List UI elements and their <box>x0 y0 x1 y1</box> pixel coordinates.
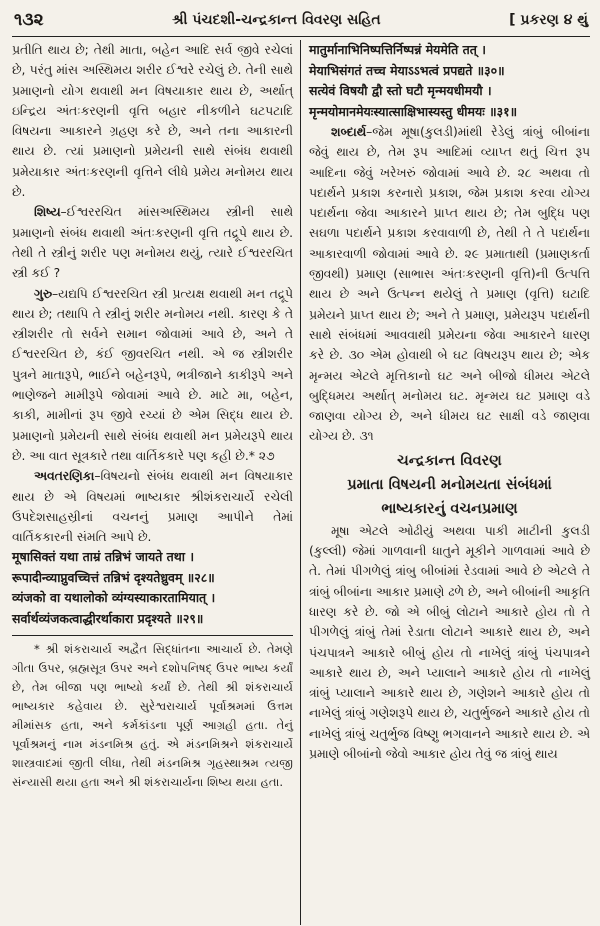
chapter-label: [ પ્રકરણ ૪ થું <box>509 12 588 28</box>
left-paragraph-4 <box>12 466 293 547</box>
verse-line: मातुर्मानाभिनिष्पत्तिर्निष्पन्नं मेयमेति तत् । <box>309 42 486 57</box>
page-number: ૧૩૨ <box>14 10 44 30</box>
verse-line: मेयाभिसंगतं तच्च मेयाऽऽभत्वं प्रपद्यते ॥३०॥ <box>309 62 505 78</box>
footnote <box>12 640 293 791</box>
footnote-text: * શ્રી શંકરાચાર્ય અદ્વૈત સિદ્ધાંતના આચાર્ય છે. તેમણે ગીતા ઉપર, બ્રહ્મસૂત્ર ઉપર અને દશોપનિષદ્ ઉપર ભાષ્ય કર્યાં છે, તેમ બીજા પણ ભાષ્યો કર્યાં છે. તેથી શ્રી શંકરાચાર્ય ભાષ્યકાર કહેવાય છે. સુરેશ્વરાચાર્ય પૂર્વાશ્રમમાં ઉત્તમ મીમાંસક હતા, અને કર્મકાંડના પૂર્ણ આગ્રહી હતા. તેનું પૂર્વાશ્રમનું નામ મંડનમિશ્ર હતું. એ મંડનમિશ્રને શંકરાચાર્યે શાસ્ત્રવાદમાં જીતી લીધા, તેથી મંડનમિશ્ર ગૃહસ્થાશ્રમ ત્યજી સંન્યાસી થયા હતા અને શ્રી શંકરાચાર્યના શિષ્ય થયા હતા. <box>12 642 293 789</box>
verse-line: मृन्मयोमानमेयःस्यात्साक्षिभास्यस्तु धीमयः ॥३१॥ <box>309 103 518 119</box>
section-heading: ચન્દ્રકાન્ત વિવરણ <box>397 452 502 469</box>
shabdartha-text: –જેમ મૂષા(કુલડી)માંથી રેડેલું ત્રાંબું બીબાંના જેવું થાય છે, તેમ રૂપ આદિમાં વ્યાપ્ત થતું ચિત્ત રૂપ આદિના જેવું ખરેખરું જોવામાં આવે છે. ૨૮ અથવા તો પદાર્થને પ્રકાશ કરનારો પ્રકાશ, જેમ પ્રકાશ કરવા યોગ્ય પદાર્થના જેવા આકારને પ્રાપ્ત થાય છે; તેમ બુદ્ધિ પણ સઘળા પદાર્થને પ્રકાશ કરવાવાળી છે, તેથી તે તે પદાર્થના આકારવાળી જોવામાં આવે છે. ૨૯ પ્રમાતાથી (પ્રમાણકર્તા જીવથી) પ્રમાણ (સાભાસ અંતઃકરણની વૃત્તિ)ની ઉત્પત્તિ થાય છે અને ઉત્પન્ન થયેલું તે પ્રમાણ (વૃત્તિ) ઘટાદિ પ્રમેયને પ્રાપ્ત થાય છે; અને તે પ્રમાણ, પ્રમેયરૂપ પદાર્થની સાથે સંબંધમાં આવવાથી પ્રમેયના જેવા આકારને ધારણ કરે છે. ૩૦ એમ હોવાથી બે ઘટ વિષયરૂપ થાય છે; એક મૃન્મય એટલે મૃત્તિકાનો ઘટ અને બીજો ધીમય એટલે બુદ્ધિમય અર્થાત્ મનોમય ઘટ. મૃન્મય ઘટ પ્રમાણ વડે જાણવા યોગ્ય છે, અને ધીમય ઘટ સાક્ષી વડે જાણવા યોગ્ય છે. ૩૧ <box>309 125 590 444</box>
right-column <box>301 40 590 925</box>
left-paragraph-2 <box>12 202 293 283</box>
verse-block-28-29 <box>12 547 293 629</box>
left-paragraph-3 <box>12 284 293 467</box>
right-paragraph-2: મૂષા એટલે ઓઢીયું અથવા પાકી માટીની કુલડી (કુલ્લી) જેમાં ગાળવાની ધાતુને મૂકીને ગાળવામાં આવે છે તે. તેમાં પીગળેલું ત્રાંબુ બીબાંમાં રેડવામાં આવે છે એટલે તે ત્રાંબું બીબાંના આકાર પ્રમાણે ઢળે છે, અને બીબાંની આકૃતિ ધારણ કરે છે. જો એ બીબું લોટાને આકારે હોય તો તે પીગળેલું ત્રાંબું તેમાં રેડાતા લોટાને આકારે થાય છે, અને પંચપાત્રને આકારે બીબું હોય તો નાખેલું ત્રાંબું પંચપાત્રને આકારે થાય છે, અને પ્યાલાને આકારે હોય તો નાખેલું ત્રાંબું પ્યાલાને આકારે થાય છે, ગણેશને આકારે હોય તો નાખેલું ત્રાંબું ગણેશરૂપે થાય છે, ચતુર્ભુજને આકારે હોય તો નાખેલું ત્રાંબું ચતુર્ભુજ વિષ્ણુ ભગવાનને આકારે થાય છે. એ પ્રમાણે બીબાંનો જેવો આકાર હોય તેવું જ ત્રાંબું થાય <box>309 523 590 762</box>
guru-label: ગુરુ <box>34 286 52 301</box>
footnote-divider <box>12 635 293 636</box>
left-column <box>12 40 301 925</box>
verse-line: सर्वार्थव्यंजकत्वाद्धीरर्थाकारा प्रदृश्यते ॥२९॥ <box>12 610 204 626</box>
shishya-label: શિષ્ય <box>34 205 61 220</box>
verse-line: मूषासिक्तं यथा ताम्रं तन्निभं जायते तथा । <box>12 549 195 565</box>
two-column-body <box>12 40 590 925</box>
guru-text: –યદ્યપિ ઈશ્વરરચિત સ્ત્રી પ્રત્યક્ષ થવાથી મન તદ્રૂપે થાય છે; તથાપિ તે સ્ત્રીનું શરીર મનોમય નથી. કારણ કે તે સ્ત્રીશરીર તો સર્વને સમાન જોવામાં આવે છે, અને તે ઈશ્વરરચિત છે, કંઈ જીવરચિત નથી. એ જ સ્ત્રીશરીર પુત્રને માતારૂપે, ભાઈને બહેનરૂપે, ભત્રીજાને કાકીરૂપે અને ભાણેજને મામીરૂપે જોવામાં આવે છે. માટે મા, બહેન, કાકી, મામીનાં રૂપ જીવે રચ્યાં છે એમ સિદ્ધ થાય છે. પ્રમાણનો પ્રમેયની સાથે સંબંધ થવાથી મન પ્રમેયરૂપે થાય છે. આ વાત સૂત્રકારે તથા વાર્તિકકારે પણ કહી છે.* ૨૭ <box>12 286 293 463</box>
running-title: શ્રી પંચદશી-ચન્દ્રકાન્ત વિવરણ સહિત <box>172 12 381 28</box>
section-subheading: પ્રમાતા વિષયની મનોમયતા સંબંધમાં <box>347 476 552 493</box>
verse-block-30-31 <box>309 40 590 122</box>
shishya-text: –ઈશ્વરરચિત માંસઅસ્થિમય સ્ત્રીની સાથે પ્રમાણનો સંબંધ થવાથી અંતઃકરણની વૃત્તિ તદ્રૂપે થાય છે. તેથી તે સ્ત્રીનું શરીર પણ મનોમય થયું, ત્યારે ઈશ્વરરચિત સ્ત્રી કઈ ? <box>12 205 293 281</box>
verse-line: रूपादीन्व्याप्नुवच्चित्तं तन्निभं दृश्यतेध्रुवम् ॥२८॥ <box>12 569 215 585</box>
section-subheading: ભાષ્યકારનું વચનપ્રમાણ <box>381 500 518 517</box>
avataranika-text: –વિષયનો સંબંધ થવાથી મન વિષયાકાર થાય છે એ વિષયમાં ભાષ્યકાર શ્રીશંકરાચાર્યે રચેલી ઉપદેશસાહસ્રીનાં વચનનું પ્રમાણ આપીને તેમાં વાર્તિકકારની સંમતિ આપે છે. <box>12 469 293 545</box>
avataranika-label: અવતરણિકા <box>34 469 95 484</box>
running-header <box>12 6 590 37</box>
left-paragraph-1: પ્રતીતિ થાય છે; તેથી માતા, બહેન આદિ સર્વ જીવે રચેલાં છે, પરંતુ માંસ અસ્થિમય શરીર ઈશ્વરે રચેલું છે. તેની સાથે પ્રમાણનો યોગ થવાથી મન વિષયાકાર થાય છે, અર્થાત્ ઇન્દ્રિય અંતઃકરણની વૃત્તિ બહાર નીકળીને ઘટપટાદિ વિષયના આકારને ગ્રહણ કરે છે, અને તના આકારની થાય છે. ત્યાં પ્રમાણનો પ્રમેયની સાથે સંબંધ થવાથી પ્રમેયાકાર અંતઃકરણની વૃત્તિને લીધે પ્રમેય મનોમય થાય છે. <box>12 43 293 200</box>
verse-line: व्यंजको वा यथालोको व्यंग्यस्याकारतामियात् । <box>12 590 216 606</box>
verse-line: सत्येवं विषयौ द्वौ स्तो घटौ मृन्मयधीमयौ । <box>309 83 492 98</box>
right-paragraph-1 <box>309 122 590 447</box>
shabdartha-label: શબ્દાર્થ <box>331 125 367 139</box>
